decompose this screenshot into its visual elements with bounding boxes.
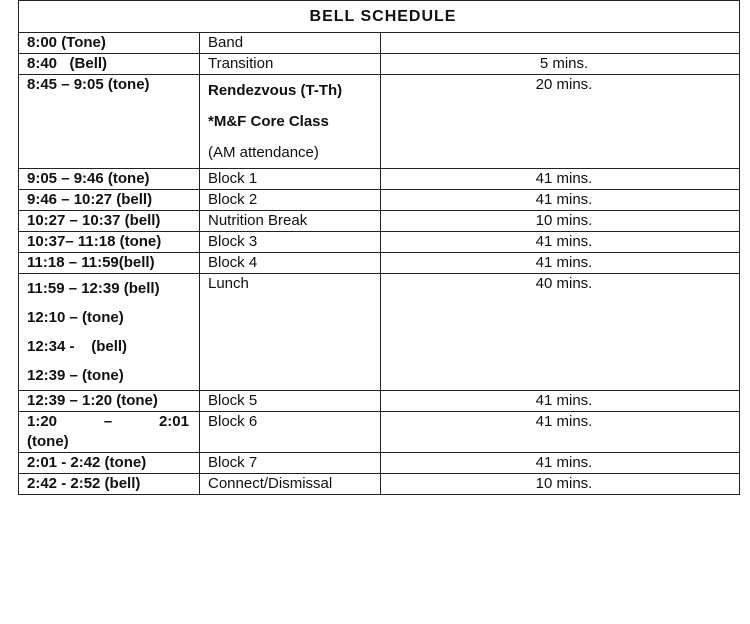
activity-cell: Band [200, 33, 381, 54]
activity-line: (AM attendance) [208, 144, 319, 161]
time-line: 12:10 – (tone) [27, 309, 124, 326]
activity-cell: Connect/Dismissal [200, 474, 381, 495]
activity-cell: Transition [200, 54, 381, 75]
table-row [19, 33, 740, 54]
duration-cell: 41 mins. [381, 169, 740, 190]
table-row [19, 253, 740, 274]
duration-cell: 41 mins. [381, 391, 740, 412]
duration-cell: 41 mins. [381, 232, 740, 253]
activity-cell: Block 6 [200, 412, 381, 453]
activity-cell: Block 3 [200, 232, 381, 253]
duration-cell: 41 mins. [381, 412, 740, 453]
table-header-row [19, 1, 740, 33]
time-cell [19, 412, 200, 453]
activity-cell: Lunch [200, 274, 381, 391]
duration-cell: 41 mins. [381, 453, 740, 474]
table-row [19, 232, 740, 253]
activity-line: *M&F Core Class [208, 113, 329, 130]
table-row [19, 75, 740, 169]
table-row [19, 391, 740, 412]
time-cell: 9:46 – 10:27 (bell) [19, 190, 200, 211]
time-start: 1:20 [27, 413, 58, 430]
time-cell: 8:00 (Tone) [19, 33, 200, 54]
time-cell: 11:18 – 11:59(bell) [19, 253, 200, 274]
activity-cell: Block 5 [200, 391, 381, 412]
table-row [19, 274, 740, 391]
table-row [19, 169, 740, 190]
table-row [19, 474, 740, 495]
time-cell [19, 54, 200, 75]
time-cell: 2:42 - 2:52 (bell) [19, 474, 200, 495]
time-end: 2:01 [158, 413, 189, 430]
duration-cell [381, 33, 740, 54]
time-cell: 12:39 – 1:20 (tone) [19, 391, 200, 412]
activity-cell: Block 2 [200, 190, 381, 211]
activity-cell: Block 7 [200, 453, 381, 474]
activity-cell: Block 1 [200, 169, 381, 190]
duration-cell: 40 mins. [381, 274, 740, 391]
time-cell: 8:45 – 9:05 (tone) [19, 75, 200, 169]
duration-cell: 10 mins. [381, 211, 740, 232]
time-cell: 9:05 – 9:46 (tone) [19, 169, 200, 190]
table-row [19, 453, 740, 474]
duration-cell: 41 mins. [381, 253, 740, 274]
duration-cell: 41 mins. [381, 190, 740, 211]
table-row [19, 190, 740, 211]
duration-cell: 5 mins. [381, 54, 740, 75]
time-line: 12:34 - (bell) [27, 338, 128, 355]
duration-cell: 20 mins. [381, 75, 740, 169]
activity-cell: Nutrition Break [200, 211, 381, 232]
activity-cell: Block 4 [200, 253, 381, 274]
bell-schedule-table [18, 0, 740, 495]
time-cell: 10:37– 11:18 (tone) [19, 232, 200, 253]
table-row [19, 412, 740, 453]
duration-cell: 10 mins. [381, 474, 740, 495]
time-cell: 2:01 - 2:42 (tone) [19, 453, 200, 474]
table-row [19, 54, 740, 75]
time-line [27, 412, 199, 432]
time-line: 12:39 – (tone) [27, 367, 124, 384]
activity-cell [200, 75, 381, 169]
time-dash: – [103, 413, 113, 430]
time-cell [19, 274, 200, 391]
activity-line: Rendezvous (T-Th) [208, 82, 343, 99]
table-row [19, 211, 740, 232]
time-line: 11:59 – 12:39 (bell) [27, 280, 160, 297]
time-line: (tone) [27, 433, 69, 450]
table-title: BELL SCHEDULE [19, 1, 740, 33]
time-cell: 10:27 – 10:37 (bell) [19, 211, 200, 232]
time-text: 8:40 (Bell) [27, 55, 108, 72]
